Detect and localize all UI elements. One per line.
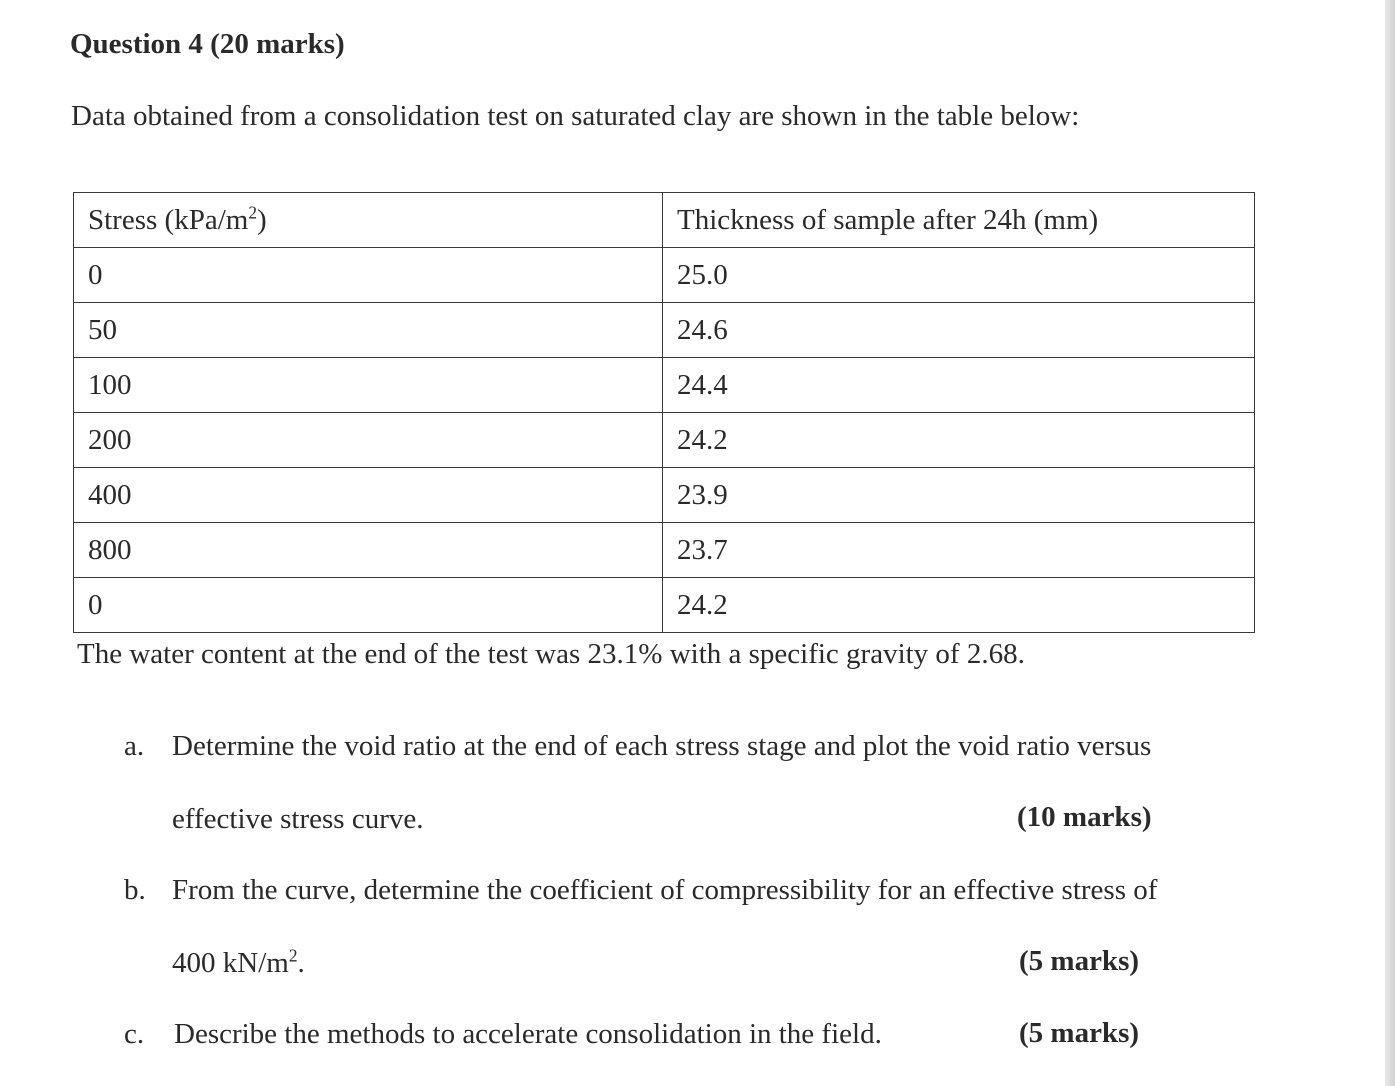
cell-thickness: 23.9 xyxy=(663,468,1255,523)
header-thickness: Thickness of sample after 24h (mm) xyxy=(663,193,1255,248)
table-row xyxy=(74,523,1255,578)
page-edge-shadow xyxy=(1385,0,1395,1086)
test-note: The water content at the end of the test was 23.1% with a specific gravity of 2.68. xyxy=(77,638,1025,670)
table-row xyxy=(74,413,1255,468)
cell-thickness: 24.2 xyxy=(663,413,1255,468)
part-a-text-line1: Determine the void ratio at the end of each stress stage and plot the void ratio versus xyxy=(172,730,1152,762)
part-b-letter: b. xyxy=(124,874,146,906)
cell-thickness: 25.0 xyxy=(663,248,1255,303)
cell-stress: 50 xyxy=(74,303,663,358)
table-row xyxy=(74,248,1255,303)
header-stress: Stress $(kPa/m^2)$ xyxy=(74,193,663,248)
part-c-marks: (5 marks) xyxy=(1019,1017,1140,1049)
table-row xyxy=(74,578,1255,633)
part-a-marks: (10 marks) xyxy=(1017,801,1152,833)
question-intro: Data obtained from a consolidation test on saturated clay are shown in the table below: xyxy=(71,100,1080,132)
consolidation-data-table xyxy=(73,192,1255,633)
part-b-text-line1: From the curve, determine the coefficient of compressibility for an effective stress of xyxy=(172,874,1158,906)
cell-thickness: 24.4 xyxy=(663,358,1255,413)
part-b-marks: (5 marks) xyxy=(1019,945,1140,977)
table-row xyxy=(74,468,1255,523)
cell-stress: 0 xyxy=(74,248,663,303)
cell-stress: 0 xyxy=(74,578,663,633)
cell-thickness: 23.7 xyxy=(663,523,1255,578)
part-c-letter: c. xyxy=(124,1018,145,1050)
part-a-letter: a. xyxy=(124,730,145,762)
table-row xyxy=(74,358,1255,413)
part-b-text-line2: 400 $kN/m^2$. xyxy=(172,945,305,979)
table-header-row xyxy=(74,193,1255,248)
part-c-text-line1: Describe the methods to accelerate consolidation in the field. xyxy=(174,1018,882,1050)
part-a-text-line2: effective stress curve. xyxy=(172,803,424,835)
question-title: Question 4 (20 marks) xyxy=(70,28,345,60)
cell-stress: 100 xyxy=(74,358,663,413)
table-row xyxy=(74,303,1255,358)
cell-thickness: 24.2 xyxy=(663,578,1255,633)
cell-stress: 400 xyxy=(74,468,663,523)
cell-thickness: 24.6 xyxy=(663,303,1255,358)
cell-stress: 200 xyxy=(74,413,663,468)
cell-stress: 800 xyxy=(74,523,663,578)
